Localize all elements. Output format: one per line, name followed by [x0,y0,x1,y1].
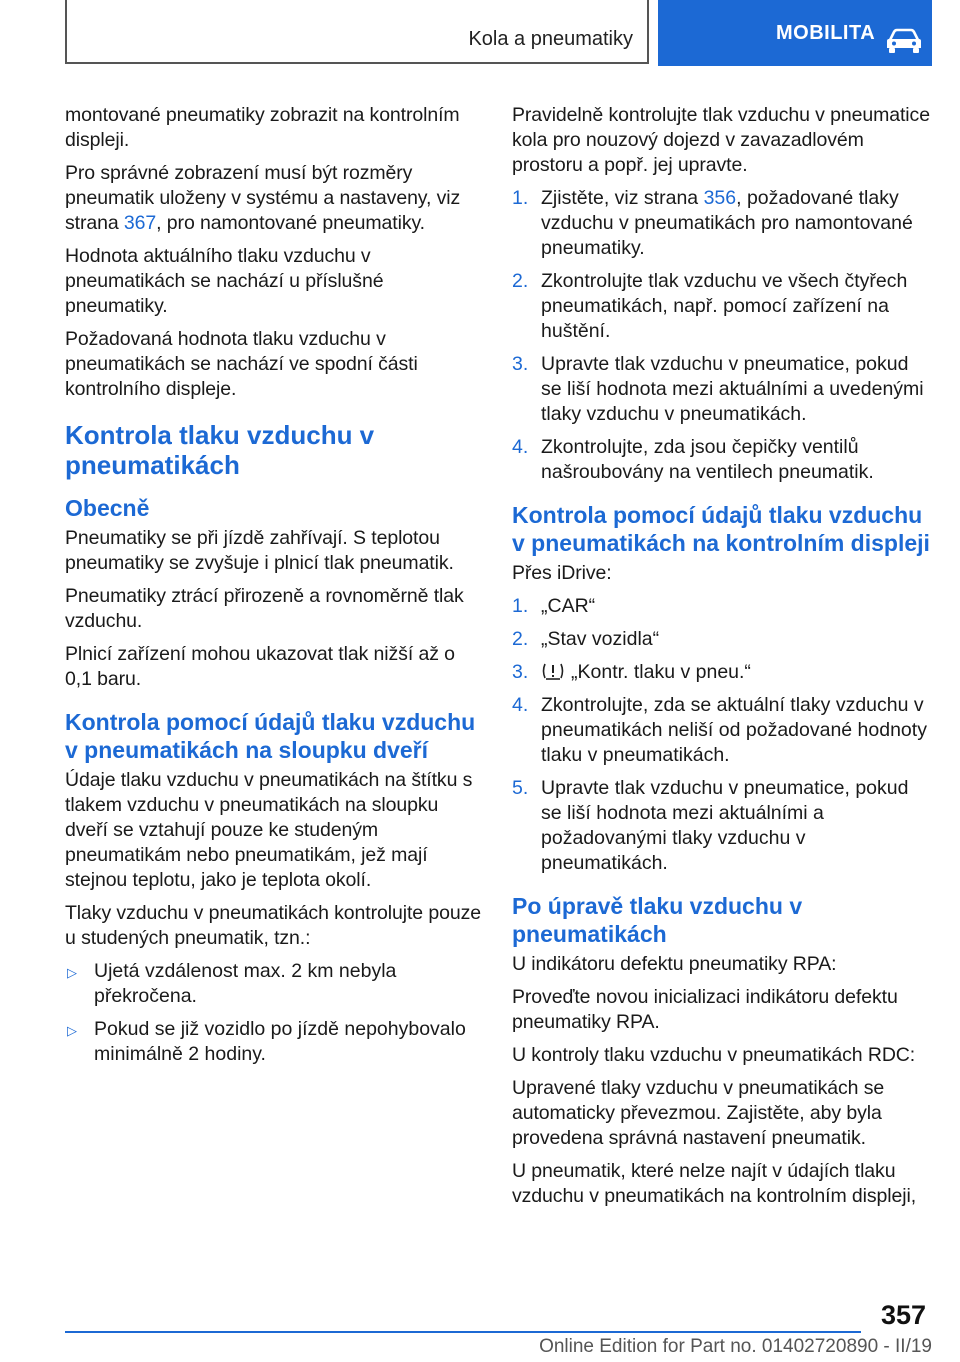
bullet-list [65,959,483,1067]
list-item: 1. Zjistěte, viz strana 356, požadované tlaky vzduchu v pneumatikách pro namontované pneumatiky. [512,187,913,259]
page-number: 357 [880,1300,926,1330]
steps-list [512,594,930,876]
list-item: 2. „Stav vozidla“ [512,628,660,650]
steps-list [512,186,930,485]
left-column [65,103,483,1075]
page-link-356[interactable]: 356 [703,187,737,209]
list-item: 1. „CAR“ [512,595,596,617]
section-title: Kola a pneumatiky [468,28,633,50]
car-icon [884,28,924,54]
paragraph: montované pneumatiky zobrazit na kontrolním displeji. [65,104,460,151]
right-column [512,103,930,1217]
paragraph: U indikátoru defektu pneumatiky RPA: [512,953,837,975]
subsection-heading: Obecně [65,495,150,521]
paragraph: Hodnota aktuálního tlaku vzduchu v pneumatikách se nachází u příslušné pneumatiky. [65,245,384,317]
paragraph: Plnicí zařízení mohou ukazovat tlak nižší až o 0,1 baru. [65,643,455,690]
list-item: 3. Upravte tlak vzduchu v pneumatice, pokud se liší hodnota mezi aktuálními a uvedenými tlaky vzduchu v pneumatikách. [512,353,924,425]
list-item: ▷ Ujetá vzdálenost max. 2 km nebyla překročena. [67,960,397,1007]
chapter-title: MOBILITA [776,21,876,44]
list-item: 2. Zkontrolujte tlak vzduchu ve všech čtyřech pneumatikách, např. pomocí zařízení na huštění. [512,270,908,342]
paragraph: Přes iDrive: [512,562,612,584]
paragraph: Tlaky vzduchu v pneumatikách kontrolujte pouze u studených pneumatik, tzn.: [65,902,481,949]
list-item: 4. Zkontrolujte, zda jsou čepičky ventilů našroubovány na ventilech pneumatik. [512,436,874,483]
list-item: 5. Upravte tlak vzduchu v pneumatice, pokud se liší hodnota mezi aktuálními a požadovanými tlaky vzduchu v pneumatikách. [512,777,909,874]
paragraph: Údaje tlaku vzduchu v pneumatikách na štítku s tlakem vzduchu v pneumatikách na sloupku dveří se vztahují pouze ke studeným pneumatikám nebo pneumatikám, jež mají stejnou teplotu, jako je teplota okolí. [65,769,473,891]
footer-divider [65,1331,861,1333]
chapter-tab [658,0,932,66]
paragraph: Požadovaná hodnota tlaku vzduchu v pneumatikách se nachází ve spodní části kontrolního displeje. [65,328,418,400]
paragraph: Pneumatiky ztrácí přirozeně a rovnoměrně tlak vzduchu. [65,585,464,632]
paragraph: Pneumatiky se při jízdě zahřívají. S teplotou pneumatiky se zvyšuje i plnicí tlak pneumatik. [65,527,454,574]
list-item: 3. „Kontr. tlaku v pneu.“ [512,661,751,683]
subsection-heading: Kontrola pomocí údajů tlaku vzduchu v pneumatikách na sloupku dveří [65,709,476,763]
paragraph: U pneumatik, které nelze najít v údajích tlaku vzduchu v pneumatikách na kontrolním displeji, [512,1160,917,1207]
header-section-box [65,0,649,64]
subsection-heading: Po úpravě tlaku vzduchu v pneumatikách [512,893,803,947]
paragraph: Upravené tlaky vzduchu v pneumatikách se automaticky převezmou. Zajistěte, aby byla provedena správná nastavení pneumatik. [512,1077,885,1149]
list-item: ▷ Pokud se již vozidlo po jízdě nepohybovalo minimálně 2 hodiny. [67,1018,466,1065]
list-item: 4. Zkontrolujte, zda se aktuální tlaky vzduchu v pneumatikách neliší od požadované hodnoty tlaku v pneumatikách. [512,694,927,766]
paragraph: Proveďte novou inicializaci indikátoru defektu pneumatiky RPA. [512,986,898,1033]
page-link-367[interactable]: 367 [123,212,157,234]
section-heading: Kontrola tlaku vzduchu v pneumatikách [65,420,375,480]
paragraph: Pro správné zobrazení musí být rozměry pneumatik uloženy v systému a nastaveny, viz strana 367, pro namontované pneumatiky. [65,162,461,234]
triangle-bullet-icon: ▷ [67,965,77,980]
subsection-heading: Kontrola pomocí údajů tlaku vzduchu v pneumatikách na kontrolním displeji [512,502,930,556]
tire-pressure-warning-icon [541,660,565,682]
edition-footer: Online Edition for Part no. 01402720890 - II/19 [539,1336,932,1357]
paragraph: Pravidelně kontrolujte tlak vzduchu v pneumatice kola pro nouzový dojezd v zavazadlovém prostoru a popř. jej upravte. [512,104,930,176]
paragraph: U kontroly tlaku vzduchu v pneumatikách RDC: [512,1044,916,1066]
triangle-bullet-icon: ▷ [67,1023,77,1038]
